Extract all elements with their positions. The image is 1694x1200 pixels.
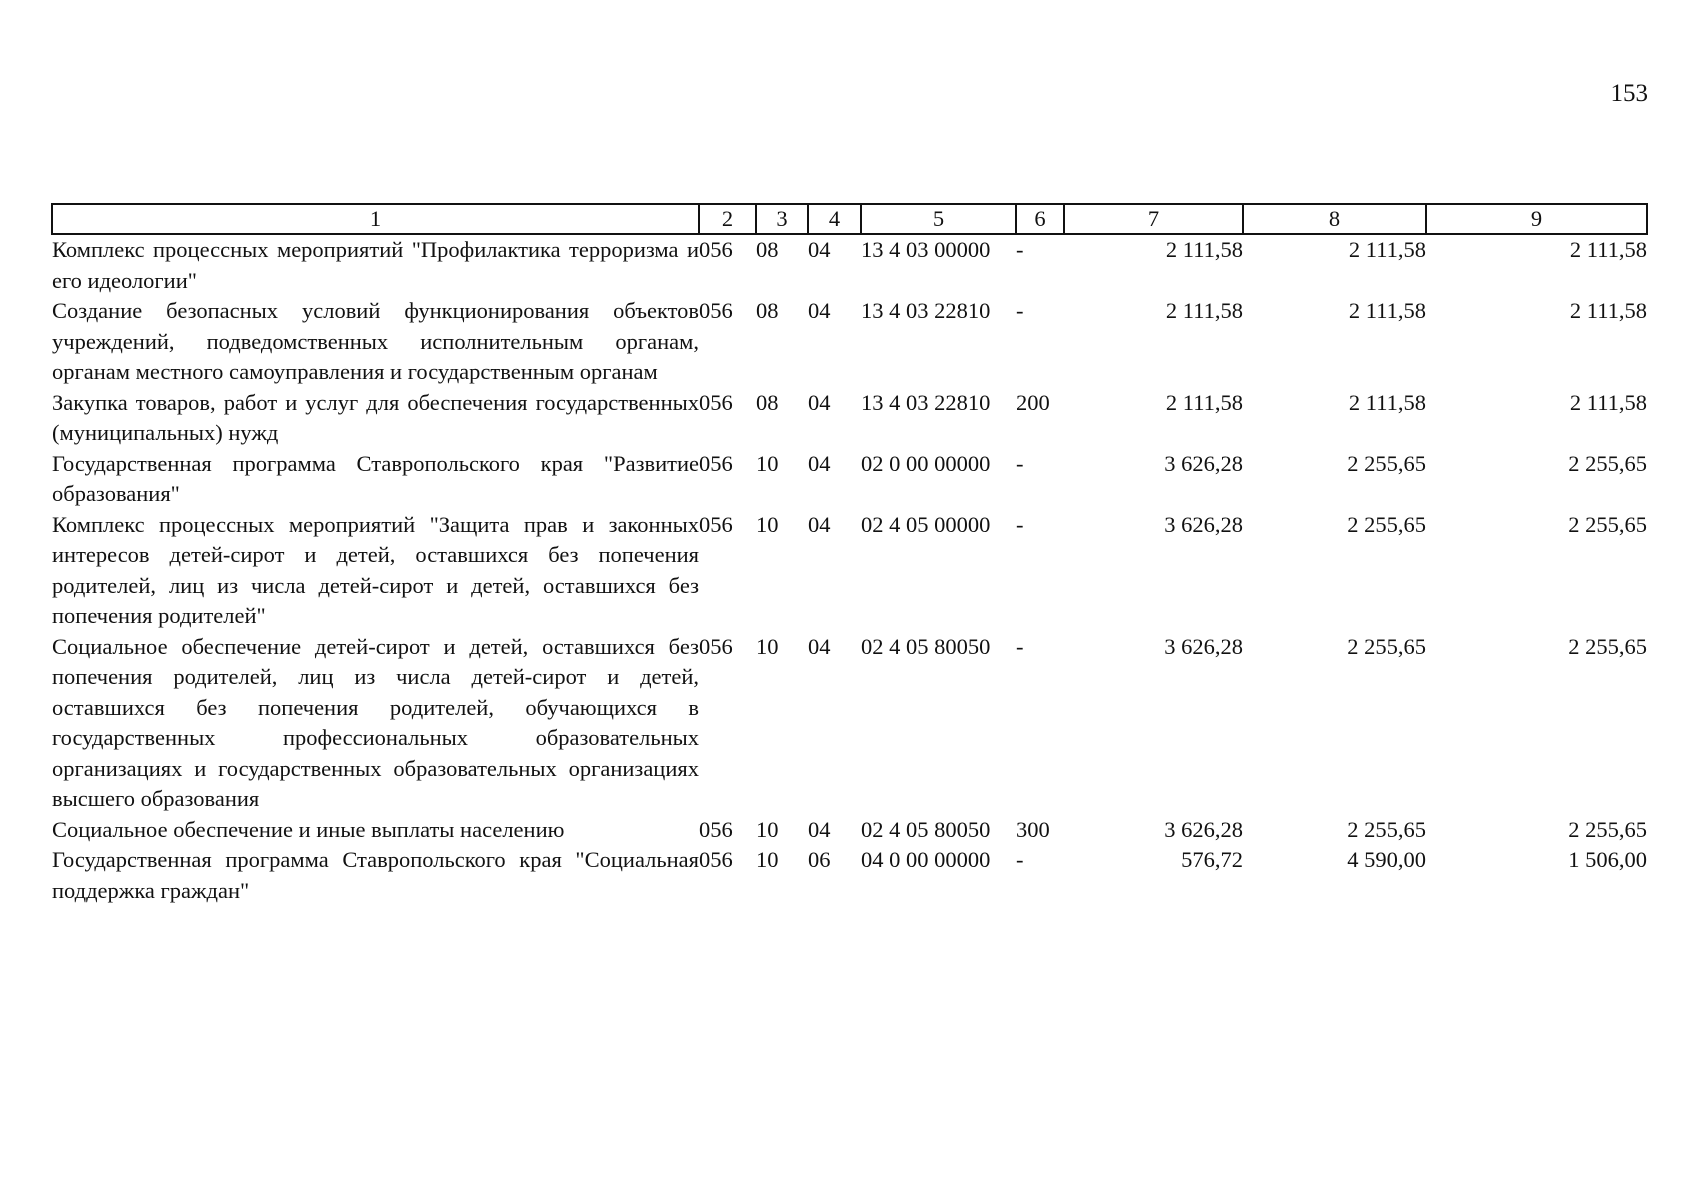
cell-c6: - <box>1016 237 1024 262</box>
row-name: Закупка товаров, работ и услуг для обеспечения государственных (муниципальных) нужд <box>52 389 699 445</box>
table-row <box>52 234 1647 296</box>
cell-c6: - <box>1016 450 1024 476</box>
cell-c6: - <box>1016 847 1024 872</box>
cell-c4: 06 <box>808 847 831 872</box>
cell-c2: 056 <box>699 847 733 872</box>
cell-c7: 2 111,58 <box>1165 389 1243 415</box>
row-name: Социальное обеспечение детей-сирот и детей, оставшихся без попечения родителей, лиц из числа детей-сирот и детей, оставшихся без попечения родителей, обучающихся в государственных профессиональных образовательных организациях и государственных образовательных организациях высшего образования <box>52 633 699 811</box>
cell-c9: 2 111,58 <box>1569 389 1647 415</box>
cell-c4: 04 <box>808 389 831 415</box>
col-header: 7 <box>1064 204 1243 234</box>
cell-c7: 3 626,28 <box>1164 633 1243 659</box>
cell-c4: 04 <box>808 237 831 262</box>
cell-c9: 2 255,65 <box>1568 511 1647 537</box>
cell-c3: 10 <box>756 450 779 476</box>
row-name: Комплекс процессных мероприятий "Профилактика терроризма и его идеологии" <box>52 237 699 293</box>
cell-c8: 2 111,58 <box>1348 298 1426 323</box>
cell-c6: - <box>1016 298 1024 323</box>
cell-c2: 056 <box>699 298 733 323</box>
cell-c3: 10 <box>756 816 779 842</box>
cell-c9: 2 111,58 <box>1569 298 1647 323</box>
row-name: Государственная программа Ставропольского края "Социальная поддержка граждан" <box>52 847 699 903</box>
col-header: 3 <box>756 204 808 234</box>
table-row <box>52 815 1647 846</box>
cell-c7: 2 111,58 <box>1165 298 1243 323</box>
cell-c8: 2 111,58 <box>1348 237 1426 262</box>
cell-c7: 3 626,28 <box>1164 511 1243 537</box>
row-name: Социальное обеспечение и иные выплаты населению <box>52 816 565 842</box>
cell-c4: 04 <box>808 816 831 842</box>
cell-c5: 13 4 03 22810 <box>861 298 991 323</box>
cell-c9: 2 255,65 <box>1568 816 1647 842</box>
col-header: 6 <box>1016 204 1064 234</box>
table-row <box>52 510 1647 632</box>
cell-c8: 2 255,65 <box>1347 511 1426 537</box>
cell-c5: 02 0 00 00000 <box>861 450 991 476</box>
cell-c3: 10 <box>756 847 779 872</box>
col-header: 1 <box>52 204 699 234</box>
cell-c7: 2 111,58 <box>1165 237 1243 262</box>
cell-c3: 10 <box>756 633 779 659</box>
cell-c6: - <box>1016 511 1024 537</box>
cell-c8: 2 255,65 <box>1347 816 1426 842</box>
cell-c4: 04 <box>808 298 831 323</box>
table-row <box>52 845 1647 906</box>
cell-c5: 02 4 05 80050 <box>861 633 991 659</box>
table-row <box>52 632 1647 815</box>
cell-c8: 4 590,00 <box>1347 847 1426 872</box>
table-row <box>52 296 1647 388</box>
cell-c9: 2 111,58 <box>1569 237 1647 262</box>
budget-table <box>51 203 1648 906</box>
cell-c5: 04 0 00 00000 <box>861 847 991 872</box>
cell-c3: 08 <box>756 389 779 415</box>
cell-c8: 2 111,58 <box>1348 389 1426 415</box>
cell-c9: 2 255,65 <box>1568 450 1647 476</box>
cell-c3: 10 <box>756 511 779 537</box>
cell-c3: 08 <box>756 298 779 323</box>
cell-c2: 056 <box>699 633 733 659</box>
cell-c5: 02 4 05 00000 <box>861 511 991 537</box>
cell-c6: 300 <box>1016 816 1050 842</box>
cell-c5: 13 4 03 00000 <box>861 237 991 262</box>
cell-c9: 2 255,65 <box>1568 633 1647 659</box>
col-header: 9 <box>1426 204 1647 234</box>
cell-c6: - <box>1016 633 1024 659</box>
cell-c5: 13 4 03 22810 <box>861 389 991 415</box>
cell-c8: 2 255,65 <box>1347 633 1426 659</box>
col-header: 8 <box>1243 204 1426 234</box>
row-name: Государственная программа Ставропольского края "Развитие образования" <box>52 450 699 506</box>
cell-c7: 3 626,28 <box>1164 450 1243 476</box>
cell-c6: 200 <box>1016 389 1050 415</box>
header-row <box>52 204 1647 234</box>
cell-c4: 04 <box>808 450 831 476</box>
page-number: 153 <box>1610 80 1648 107</box>
col-header: 2 <box>699 204 756 234</box>
cell-c4: 04 <box>808 633 831 659</box>
cell-c7: 576,72 <box>1181 847 1243 872</box>
table-row <box>52 449 1647 510</box>
col-header: 4 <box>808 204 861 234</box>
cell-c2: 056 <box>699 816 733 842</box>
cell-c9: 1 506,00 <box>1568 847 1647 872</box>
cell-c5: 02 4 05 80050 <box>861 816 991 842</box>
col-header: 5 <box>861 204 1016 234</box>
cell-c7: 3 626,28 <box>1164 816 1243 842</box>
cell-c3: 08 <box>756 237 779 262</box>
cell-c8: 2 255,65 <box>1347 450 1426 476</box>
cell-c2: 056 <box>699 237 733 262</box>
cell-c2: 056 <box>699 511 733 537</box>
cell-c2: 056 <box>699 389 733 415</box>
cell-c2: 056 <box>699 450 733 476</box>
cell-c4: 04 <box>808 511 831 537</box>
row-name: Создание безопасных условий функционирования объектов учреждений, подведомственных исполнительным органам, органам местного самоуправления и государственным органам <box>52 298 699 384</box>
row-name: Комплекс процессных мероприятий "Защита прав и законных интересов детей-сирот и детей, оставшихся без попечения родителей, лиц из числа детей-сирот и детей, оставшихся без попечения родителей" <box>52 511 699 628</box>
table-row <box>52 388 1647 449</box>
